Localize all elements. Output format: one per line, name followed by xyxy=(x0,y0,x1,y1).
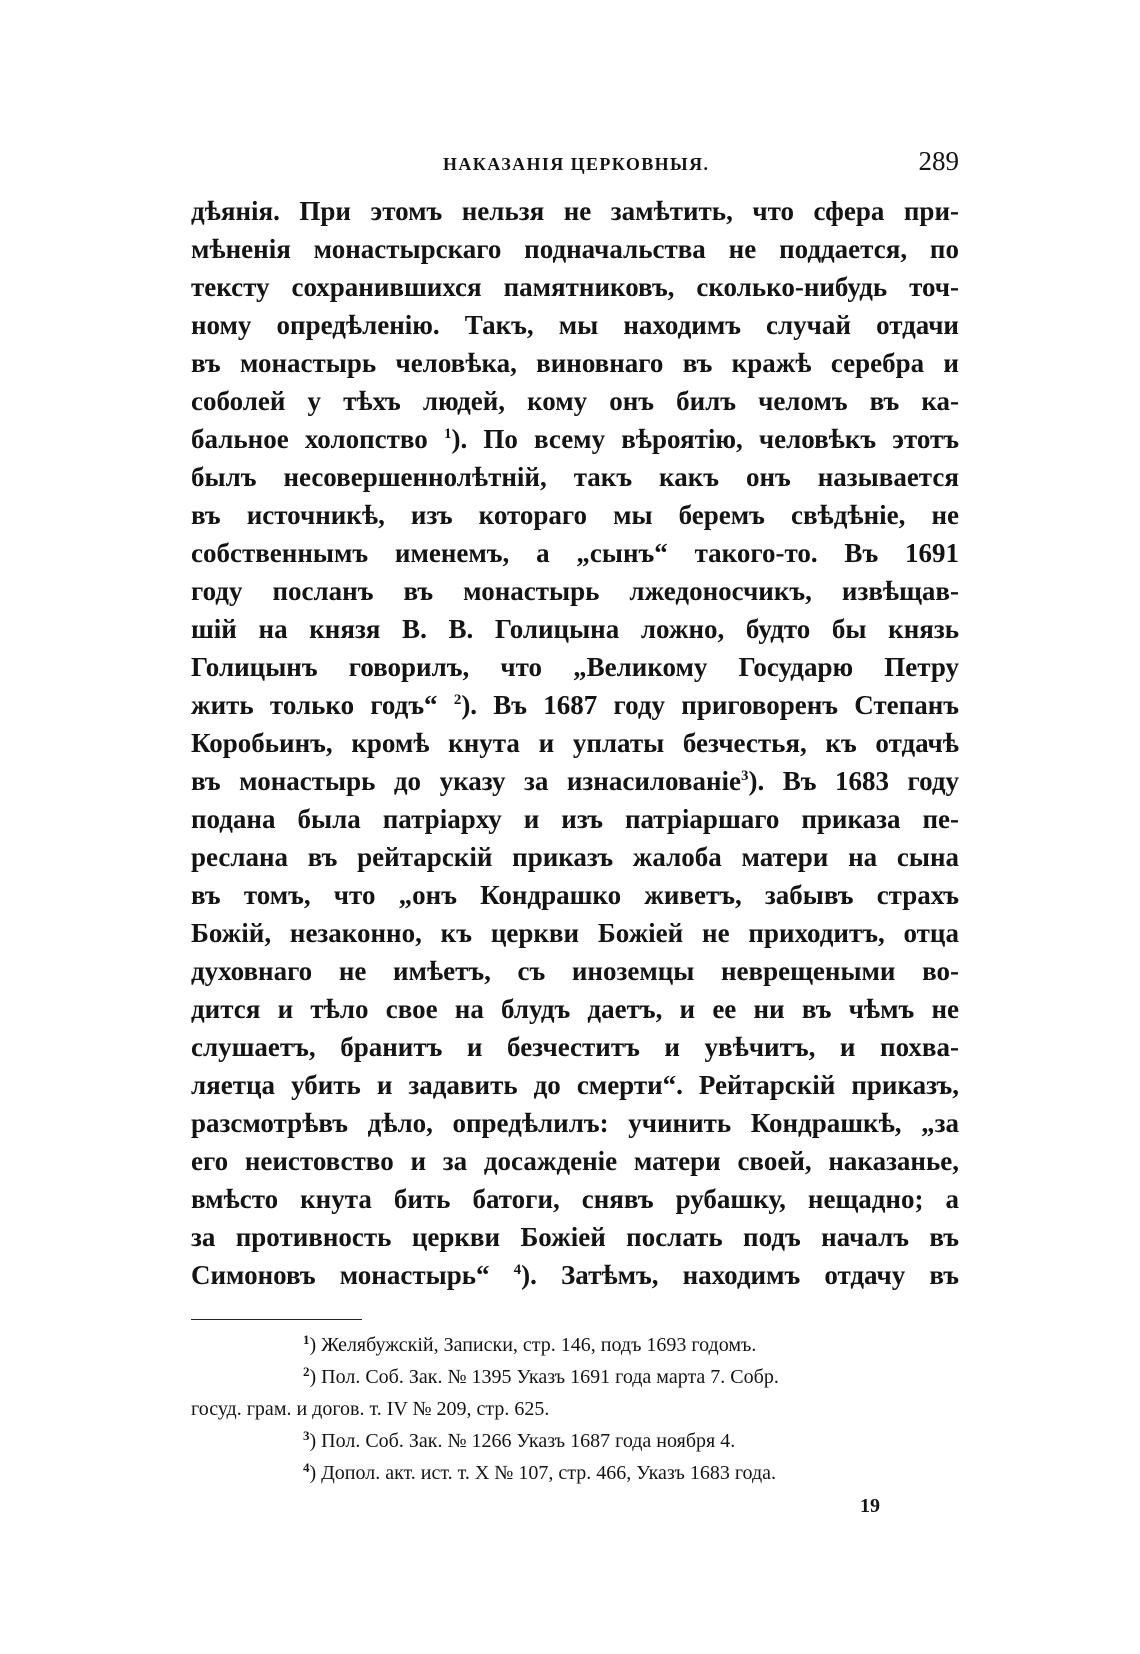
text-segment: ). Въ 1683 году xyxy=(748,766,959,796)
footnote xyxy=(191,1457,959,1489)
text-line: въ томъ, что „онъ Кондрашко живетъ, забывъ страхъ xyxy=(191,880,959,910)
text-segment: въ монастырь до указу за изнасилованіе xyxy=(191,766,741,796)
text-line xyxy=(191,762,959,800)
page-number: 289 xyxy=(918,146,959,176)
running-head xyxy=(191,146,959,180)
footnote-ref: 1 xyxy=(443,426,452,442)
signature-mark: 19 xyxy=(860,1495,880,1517)
text-line: тексту сохранившихся памятниковъ, сколько-нибудь точ- xyxy=(191,272,959,302)
text-segment: Симоновъ монастырь“ xyxy=(191,1260,490,1290)
text-line: въ источникѣ, изъ котораго мы беремъ свѣдѣніе, не xyxy=(191,500,959,530)
footnote-continuation xyxy=(191,1393,959,1425)
footnote-marker: 1 xyxy=(303,1332,310,1347)
footnote-divider xyxy=(191,1319,362,1320)
text-line xyxy=(191,420,959,458)
footnote xyxy=(191,1361,959,1393)
text-line: собственнымъ именемъ, а „сынъ“ такого-то. Въ 1691 xyxy=(191,538,959,568)
footnote-ref: 4 xyxy=(513,1262,522,1278)
text-line: дится и тѣло свое на блудъ даетъ, и ее ни въ чѣмъ не xyxy=(191,994,959,1024)
text-line: разсмотрѣвъ дѣло, опредѣлилъ: учинить Кондрашкѣ, „за xyxy=(191,1108,959,1138)
text-line: подана была патріарху и изъ патріаршаго приказа пе- xyxy=(191,804,959,834)
text-line xyxy=(191,1256,959,1294)
footnotes xyxy=(191,1329,959,1489)
footnote-ref: 3 xyxy=(740,768,749,784)
text-segment: ). Затѣмъ, находимъ отдачу въ xyxy=(521,1260,959,1290)
text-line: духовнаго не имѣетъ, съ иноземцы неврещеными во- xyxy=(191,956,959,986)
text-line: реслана въ рейтарскій приказъ жалоба матери на сына xyxy=(191,842,959,872)
footnote-marker: 2 xyxy=(303,1364,310,1379)
text-line: его неистовство и за досажденіе матери своей, наказанье, xyxy=(191,1146,959,1176)
text-line: году посланъ въ монастырь лжедоносчикъ, извѣщав- xyxy=(191,576,959,606)
running-title: НАКАЗАНІЯ ЦЕРКОВНЫЯ. xyxy=(443,154,710,174)
text-line: мѣненія монастырскаго подначальства не поддается, по xyxy=(191,234,959,264)
text-line: былъ несовершеннолѣтній, такъ какъ онъ называется xyxy=(191,462,959,492)
footnote-marker: 4 xyxy=(303,1460,310,1475)
footnote-text: ) Допол. акт. ист. т. X № 107, стр. 466, Указъ 1683 года. xyxy=(309,1462,777,1484)
footnote-ref: 2 xyxy=(453,692,462,708)
text-line: слушаетъ, бранитъ и безчеститъ и увѣчитъ, и похва- xyxy=(191,1032,959,1062)
body-text xyxy=(191,192,959,1294)
footnote-marker: 3 xyxy=(303,1428,310,1443)
footnote xyxy=(191,1425,959,1457)
footnote-text: ) Пол. Соб. Зак. № 1395 Указъ 1691 года марта 7. Собр. xyxy=(309,1366,779,1388)
text-line: Голицынъ говорилъ, что „Великому Государю Петру xyxy=(191,652,959,682)
text-line: вмѣсто кнута бить батоги, снявъ рубашку, нещадно; а xyxy=(191,1184,959,1214)
text-segment: жить только годъ“ xyxy=(191,690,438,720)
text-line: Коробьинъ, кромѣ кнута и уплаты безчестья, къ отдачѣ xyxy=(191,728,959,758)
text-line xyxy=(191,686,959,724)
footnote xyxy=(191,1329,959,1361)
text-line: соболей у тѣхъ людей, кому онъ билъ челомъ въ ка- xyxy=(191,386,959,416)
text-segment: ). Въ 1687 году приговоренъ Степанъ xyxy=(461,690,959,720)
text-segment: ). По всему вѣроятію, человѣкъ этотъ xyxy=(451,424,959,454)
text-line: шій на князя В. В. Голицына ложно, будто бы князь xyxy=(191,614,959,644)
footnote-text: госуд. грам. и догов. т. IV № 209, стр. 625. xyxy=(191,1398,550,1420)
footnote-text: ) Желябужскій, Записки, стр. 146, подъ 1693 годомъ. xyxy=(309,1334,757,1356)
text-line: въ монастырь человѣка, виновнаго въ кражѣ серебра и xyxy=(191,348,959,378)
text-line: Божій, незаконно, къ церкви Божіей не приходитъ, отца xyxy=(191,918,959,948)
text-line: ляетца убить и задавить до смерти“. Рейтарскій приказъ, xyxy=(191,1070,959,1100)
text-line: дѣянія. При этомъ нельзя не замѣтить, что сфера при- xyxy=(191,196,959,226)
footnote-text: ) Пол. Соб. Зак. № 1266 Указъ 1687 года ноября 4. xyxy=(309,1430,736,1452)
text-line: ному опредѣленію. Такъ, мы находимъ случай отдачи xyxy=(191,310,959,340)
text-segment: бальное холопство xyxy=(191,424,428,454)
text-line: за противность церкви Божіей послать подъ началъ въ xyxy=(191,1222,959,1252)
